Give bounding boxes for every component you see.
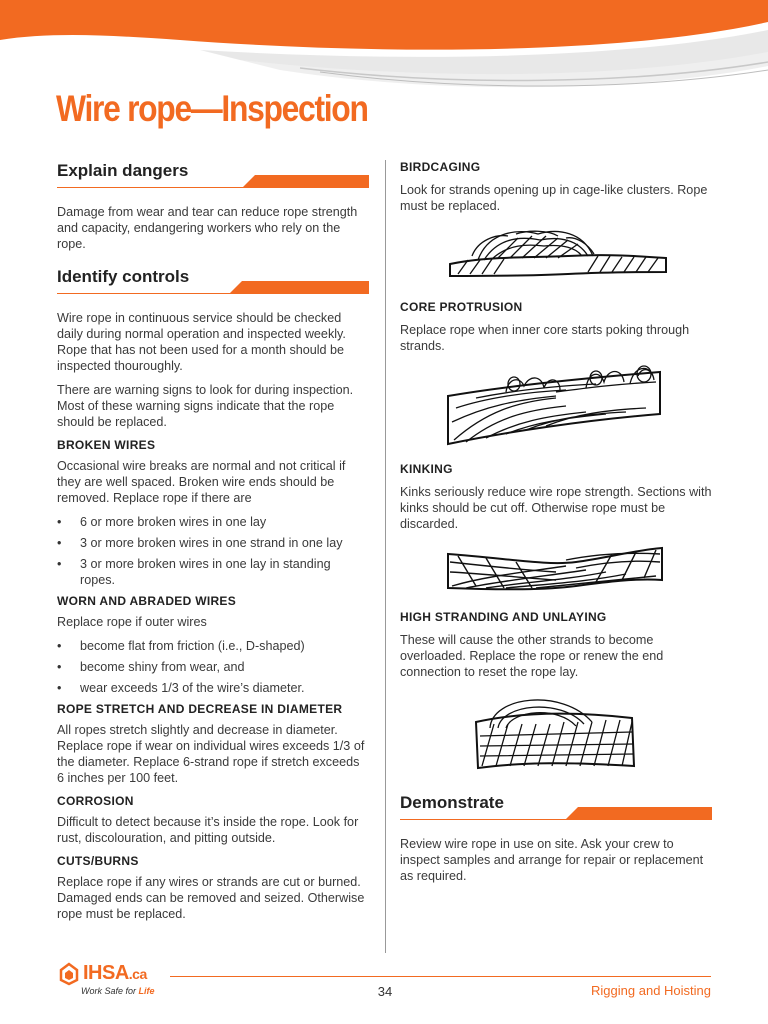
cuts-burns-text: Replace rope if any wires or strands are cut or burned. Damaged ends can be removed and seized. Otherwise rope must be replaced. <box>57 875 365 921</box>
explain-dangers-heading <box>57 160 369 190</box>
demonstrate-text: Review wire rope in use on site. Ask your crew to inspect samples and arrange for repair or replacement as required. <box>400 837 704 883</box>
page-title: Wire rope—Inspection <box>56 88 368 129</box>
left-column <box>57 160 369 930</box>
heading-accent-bar <box>57 175 369 188</box>
birdcaging-heading: BIRDCAGING <box>400 160 481 174</box>
logo-tagline <box>81 986 155 996</box>
footer-rule <box>170 976 711 977</box>
kinking-text: Kinks seriously reduce wire rope strength. Sections with kinks should be cut off. Otherwise rope must be discarded. <box>400 485 712 531</box>
column-divider <box>385 160 386 953</box>
corrosion-text: Difficult to detect because it’s inside the rope. Look for rust, discolouration, and pitting outside. <box>57 815 359 845</box>
section-heading: Explain dangers <box>57 161 189 180</box>
identify-controls-paragraph: There are warning signs to look for during inspection. Most of these warning signs indicate that the rope should be replaced. <box>57 383 354 429</box>
corrosion-heading: CORROSION <box>57 794 134 808</box>
broken-wires-text: Occasional wire breaks are normal and not critical if they are well spaced. Broken wire ends should be removed. Replace rope if there are <box>57 459 346 505</box>
core-protrusion-heading: CORE PROTRUSION <box>400 300 523 314</box>
identify-controls-heading <box>57 266 369 296</box>
high-stranding-heading: HIGH STRANDING AND UNLAYING <box>400 610 607 624</box>
right-column <box>400 160 712 892</box>
broken-wires-heading: BROKEN WIRES <box>57 438 156 452</box>
logo-main: IHSA <box>83 962 129 984</box>
birdcaging-rope-illustration <box>448 226 668 282</box>
header-wave-banner <box>0 0 768 100</box>
logo-wordmark <box>83 962 147 985</box>
kinking-heading: KINKING <box>400 462 453 476</box>
logo-suffix: .ca <box>128 966 147 982</box>
high-stranding-text: These will cause the other strands to become overloaded. Replace the rope or renew the end connection to reset the rope lay. <box>400 633 664 679</box>
list-item: • 3 or more broken wires in one lay in standing ropes. <box>57 556 369 588</box>
worn-wires-heading: WORN AND ABRADED WIRES <box>57 594 237 608</box>
high-stranding-rope-illustration <box>472 692 640 770</box>
kinking-rope-illustration <box>446 542 664 594</box>
list-item: • become flat from friction (i.e., D-shaped) <box>57 638 369 654</box>
heading-accent-bar <box>400 807 712 820</box>
tagline-prefix: Work Safe for <box>81 986 139 996</box>
worn-wires-text: Replace rope if outer wires <box>57 615 207 629</box>
ihsa-logo-icon <box>57 962 81 986</box>
list-item: • become shiny from wear, and <box>57 659 369 675</box>
list-item: • wear exceeds 1/3 of the wire’s diameter. <box>57 680 369 696</box>
core-protrusion-rope-illustration <box>446 362 662 448</box>
list-item: • 6 or more broken wires in one lay <box>57 514 369 530</box>
identify-controls-paragraph: Wire rope in continuous service should be checked daily during normal operation and inspected weekly. Rope that has not been used for a month should be inspected thouroughly. <box>57 311 346 373</box>
section-heading: Demonstrate <box>400 793 504 812</box>
tagline-life: Life <box>138 986 155 996</box>
section-heading: Identify controls <box>57 267 190 286</box>
birdcaging-text: Look for strands opening up in cage-like clusters. Rope must be replaced. <box>400 183 708 213</box>
worn-wires-list <box>57 638 369 696</box>
broken-wires-list <box>57 514 369 588</box>
footer-section-title: Rigging and Hoisting <box>591 983 711 998</box>
core-protrusion-text: Replace rope when inner core starts poking through strands. <box>400 323 690 353</box>
heading-accent-bar <box>57 281 369 294</box>
demonstrate-heading <box>400 792 712 822</box>
list-item: • 3 or more broken wires in one strand in one lay <box>57 535 369 551</box>
explain-dangers-text: Damage from wear and tear can reduce rope strength and capacity, endangering workers who rely on the rope. <box>57 205 358 251</box>
cuts-burns-heading: CUTS/BURNS <box>57 854 139 868</box>
page-number: 34 <box>377 984 393 999</box>
rope-stretch-text: All ropes stretch slightly and decrease in diameter. Replace rope if wear on individual wires exceeds 1/3 of the diameter. Replace 6-strand rope if stretch exceeds 6 inches per 100 feet. <box>57 723 365 785</box>
rope-stretch-heading: ROPE STRETCH AND DECREASE IN DIAMETER <box>57 702 343 716</box>
